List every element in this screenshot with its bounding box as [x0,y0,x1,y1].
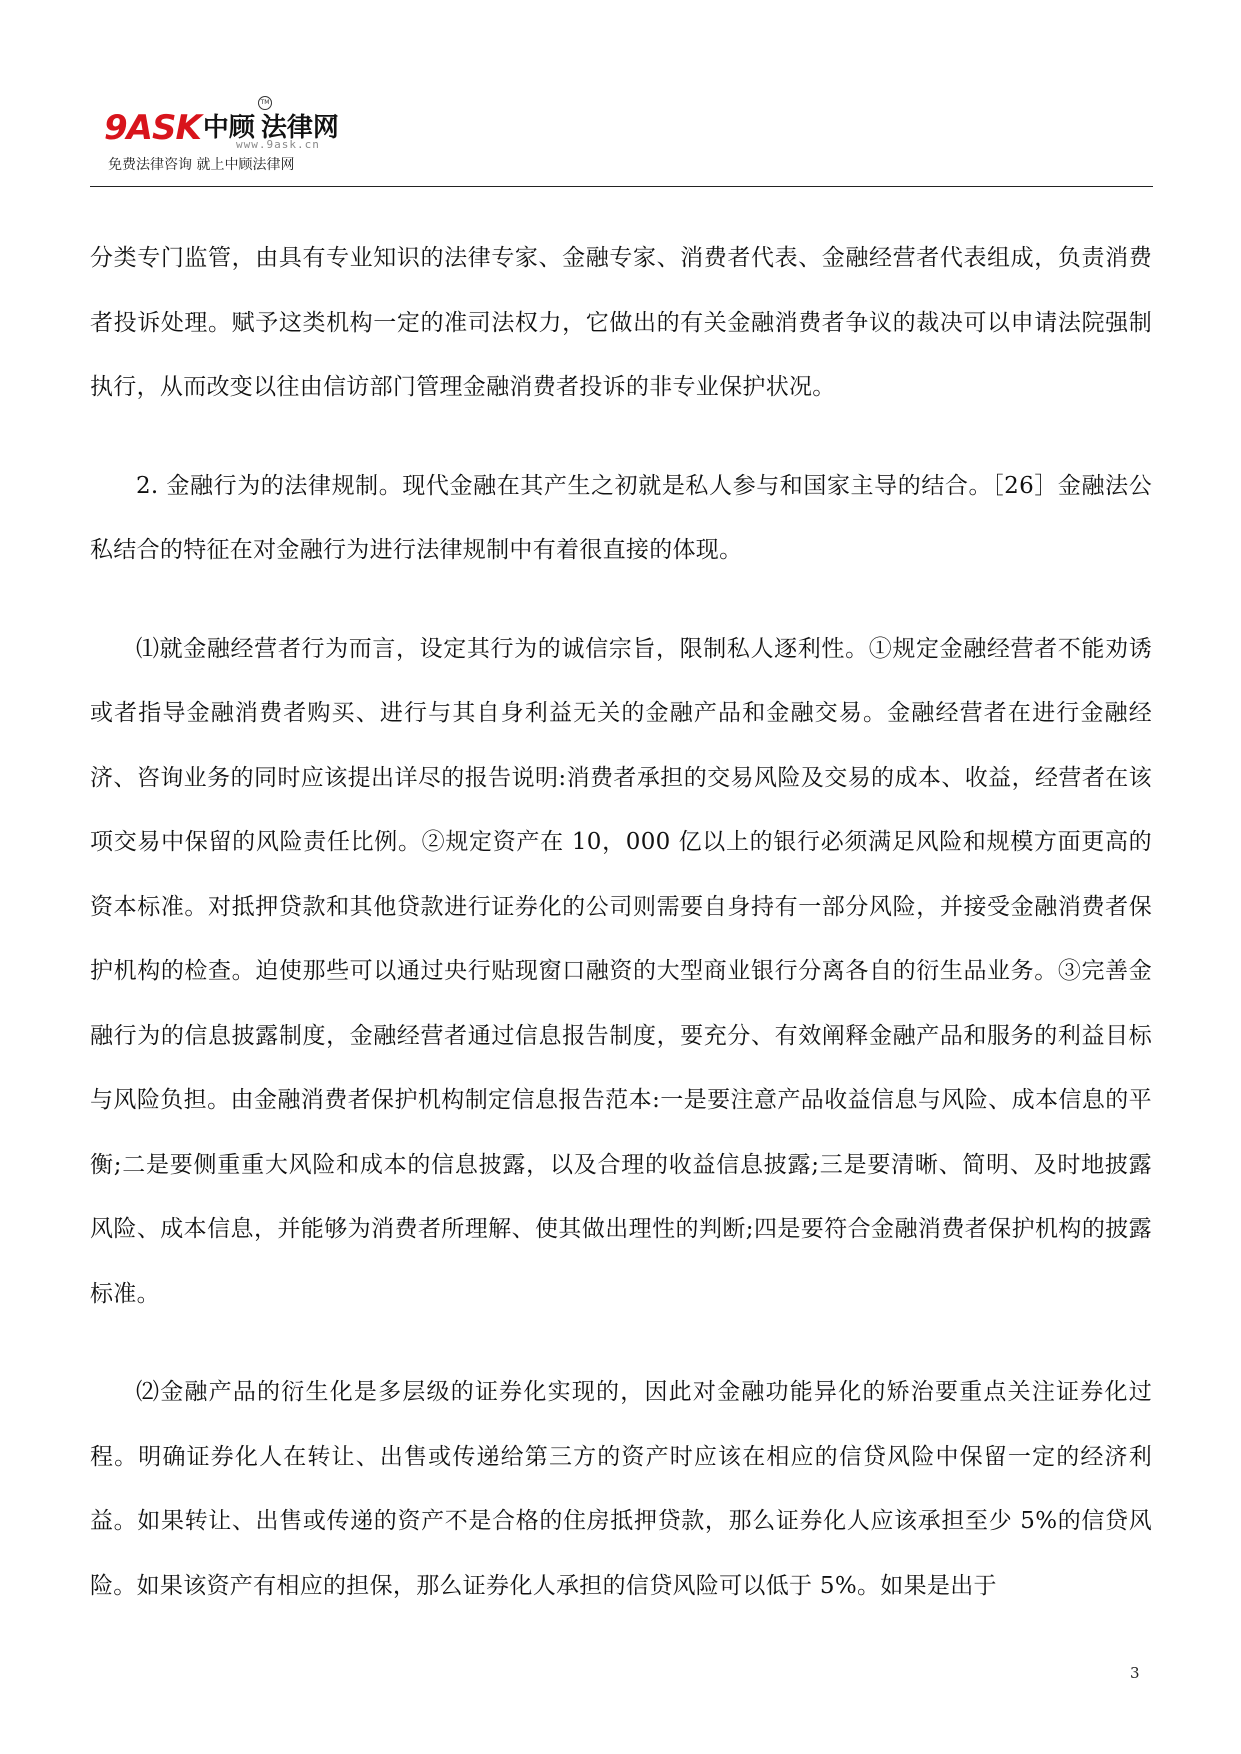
paragraph: 分类专门监管，由具有专业知识的法律专家、金融专家、消费者代表、金融经营者代表组成，负责消费者投诉处理。赋予这类机构一定的准司法权力，它做出的有关金融消费者争议的裁决可以申请法院强制执行，从而改变以往由信访部门管理金融消费者投诉的非专业保护状况。 [90,245,1152,400]
paragraph: 2. 金融行为的法律规制。现代金融在其产生之初就是私人参与和国家主导的结合。［26］金融法公私结合的特征在对金融行为进行法律规制中有着很直接的体现。 [90,472,1152,563]
page-number: 3 [1130,1664,1140,1682]
logo-brand: 9ASK [104,108,201,148]
logo-name-part1: 中顾 [202,113,255,143]
document-body [90,226,1152,1652]
paragraph: ⑴就金融经营者行为而言，设定其行为的诚信宗旨，限制私人逐利性。①规定金融经营者不能劝诱或者指导金融消费者购买、进行与其自身利益无关的金融产品和金融交易。金融经营者在进行金融经济、咨询业务的同时应该提出详尽的报告说明:消费者承担的交易风险及交易的成本、收益，经营者在该项交易中保留的风险责任比例。②规定资产在 10，000 亿以上的银行必须满足风险和规模方面更高的资本标准。对抵押贷款和其他贷款进行证券化的公司则需要自身持有一部分风险，并接受金融消费者保护机构的检查。迫使那些可以通过央行贴现窗口融资的大型商业银行分离各自的衍生品业务。③完善金融行为的信息披露制度，金融经营者通过信息报告制度，要充分、有效阐释金融产品和服务的利益目标与风险负担。由金融消费者保护机构制定信息报告范本:一是要注意产品收益信息与风险、成本信息的平衡;二是要侧重重大风险和成本的信息披露，以及合理的收益信息披露;三是要清晰、简明、及时地披露风险、成本信息，并能够为消费者所理解、使其做出理性的判断;四是要符合金融消费者保护机构的披露标准。 [90,635,1152,1307]
logo-slogan: 免费法律咨询 就上中顾法律网 [108,157,295,173]
site-header [100,96,360,176]
logo-name-part2: 法律网 [260,113,339,143]
paragraph: ⑵金融产品的衍生化是多层级的证券化实现的，因此对金融功能异化的矫治要重点关注证券化过程。明确证券化人在转让、出售或传递给第三方的资产时应该在相应的信贷风险中保留一定的经济利益。如果转让、出售或传递的资产不是合格的住房抵押贷款，那么证券化人应该承担至少 5%的信贷风险。如果该资产有相应的担保，那么证券化人承担的信贷风险可以低于 5%。如果是出于 [90,1379,1152,1599]
logo-url: www.9ask.cn [236,138,320,151]
trademark-icon: TM [258,96,272,110]
header-divider [90,186,1153,187]
